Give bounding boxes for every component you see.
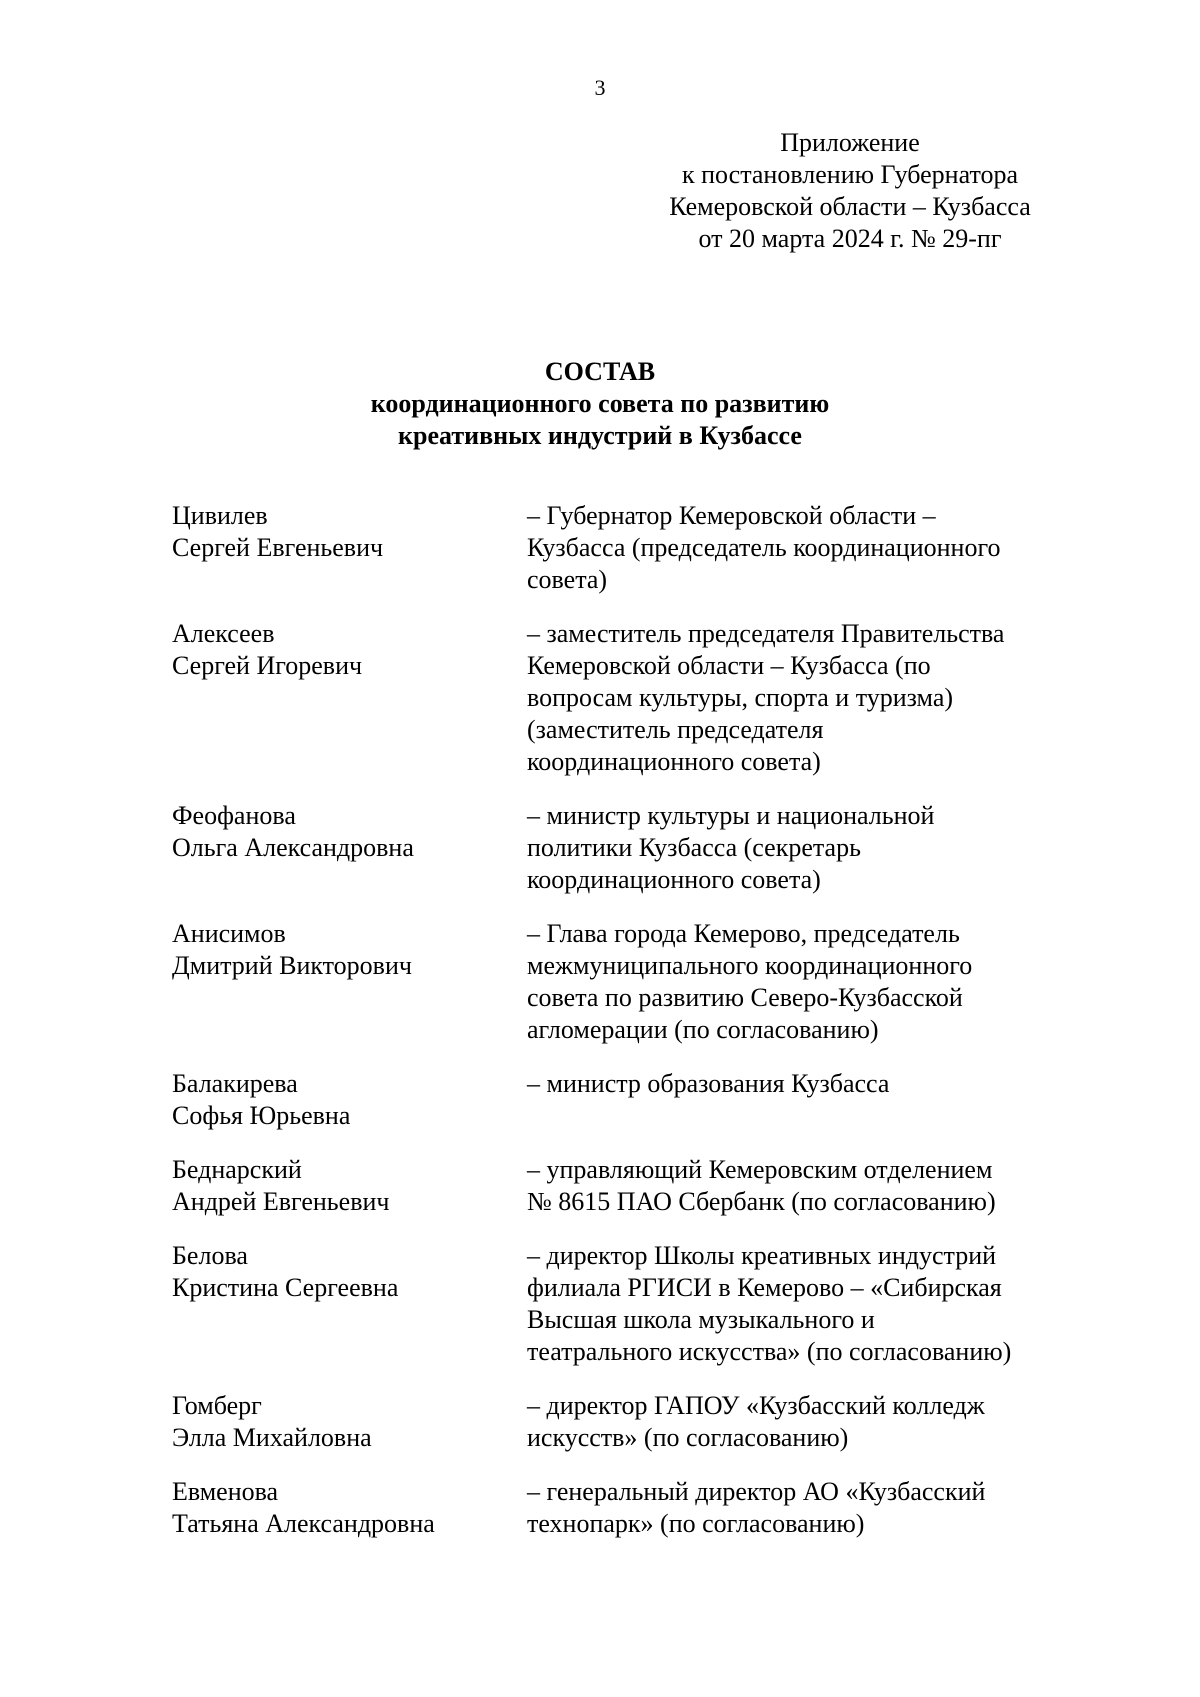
member-name: [172, 618, 527, 682]
title-subtitle-line: координационного совета по развитию: [370, 389, 830, 418]
member-name: [172, 500, 527, 564]
page-number: 3: [594, 75, 606, 100]
role-line: – директор Школы креативных индустрий: [527, 1241, 997, 1270]
member-list: [172, 500, 1072, 1562]
member-entry: [172, 1240, 1072, 1368]
role-line: – Губернатор Кемеровской области –: [527, 501, 936, 530]
role-line: межмуниципального координационного: [527, 951, 973, 980]
role-line: координационного совета): [527, 747, 821, 776]
member-surname: Феофанова: [172, 801, 296, 830]
member-given-names: Ольга Александровна: [172, 833, 414, 862]
member-entry: [172, 500, 1072, 596]
role-line: – заместитель председателя Правительства: [527, 619, 1005, 648]
member-surname: Белова: [172, 1241, 248, 1270]
role-line: филиала РГИСИ в Кемерово – «Сибирская: [527, 1273, 1002, 1302]
role-line: агломерации (по согласованию): [527, 1015, 879, 1044]
member-surname: Беднарский: [172, 1155, 302, 1184]
member-role: [527, 1240, 1067, 1368]
role-line: Высшая школа музыкального и: [527, 1305, 875, 1334]
appendix-reference: [600, 127, 1100, 255]
role-line: искусств» (по согласованию): [527, 1423, 849, 1452]
role-line: – генеральный директор АО «Кузбасский: [527, 1477, 986, 1506]
role-line: совета): [527, 565, 608, 594]
member-role: [527, 1154, 1067, 1218]
member-surname: Алексеев: [172, 619, 275, 648]
member-role: [527, 918, 1067, 1046]
role-line: – министр культуры и национальной: [527, 801, 935, 830]
role-line: – директор ГАПОУ «Кузбасский колледж: [527, 1391, 985, 1420]
member-name: [172, 1476, 527, 1540]
title-heading: СОСТАВ: [544, 357, 656, 386]
member-entry: [172, 1068, 1072, 1132]
member-surname: Анисимов: [172, 919, 286, 948]
member-role: [527, 1390, 1067, 1454]
member-given-names: Кристина Сергеевна: [172, 1273, 399, 1302]
member-role: [527, 1476, 1067, 1540]
role-line: Кемеровской области – Кузбасса (по: [527, 651, 931, 680]
role-line: Кузбасса (председатель координационного: [527, 533, 1001, 562]
member-role: [527, 500, 1067, 596]
member-name: [172, 1390, 527, 1454]
member-given-names: Татьяна Александровна: [172, 1509, 435, 1538]
member-name: [172, 918, 527, 982]
member-entry: [172, 1154, 1072, 1218]
role-line: – Глава города Кемерово, председатель: [527, 919, 960, 948]
member-name: [172, 1154, 527, 1218]
member-surname: Евменова: [172, 1477, 279, 1506]
role-line: совета по развитию Северо-Кузбасской: [527, 983, 963, 1012]
member-given-names: Сергей Игоревич: [172, 651, 363, 680]
role-line: политики Кузбасса (секретарь: [527, 833, 861, 862]
member-entry: [172, 1476, 1072, 1540]
role-line: № 8615 ПАО Сбербанк (по согласованию): [527, 1187, 996, 1216]
member-surname: Балакирева: [172, 1069, 298, 1098]
role-line: театрального искусства» (по согласованию): [527, 1337, 1012, 1366]
member-surname: Гомберг: [172, 1391, 262, 1420]
member-given-names: Сергей Евгеньевич: [172, 533, 384, 562]
document-title: [0, 356, 1200, 452]
appendix-line: к постановлению Губернатора: [681, 160, 1019, 189]
member-given-names: Андрей Евгеньевич: [172, 1187, 390, 1216]
member-entry: [172, 618, 1072, 778]
appendix-line: от 20 марта 2024 г. № 29-пг: [698, 224, 1002, 253]
member-name: [172, 1240, 527, 1304]
member-entry: [172, 918, 1072, 1046]
member-surname: Цивилев: [172, 501, 268, 530]
member-name: [172, 800, 527, 864]
role-line: – управляющий Кемеровским отделением: [527, 1155, 993, 1184]
member-entry: [172, 800, 1072, 896]
member-given-names: Дмитрий Викторович: [172, 951, 412, 980]
member-given-names: Софья Юрьевна: [172, 1101, 351, 1130]
member-role: [527, 800, 1067, 896]
role-line: (заместитель председателя: [527, 715, 824, 744]
role-line: технопарк» (по согласованию): [527, 1509, 865, 1538]
appendix-line: Кемеровской области – Кузбасса: [669, 192, 1031, 221]
appendix-line: Приложение: [780, 128, 920, 157]
role-line: координационного совета): [527, 865, 821, 894]
member-role: [527, 618, 1067, 778]
member-entry: [172, 1390, 1072, 1454]
member-given-names: Элла Михайловна: [172, 1423, 372, 1452]
member-role: [527, 1068, 1067, 1100]
role-line: вопросам культуры, спорта и туризма): [527, 683, 954, 712]
member-name: [172, 1068, 527, 1132]
role-line: – министр образования Кузбасса: [527, 1069, 890, 1098]
title-subtitle-line: креативных индустрий в Кузбассе: [398, 421, 802, 450]
